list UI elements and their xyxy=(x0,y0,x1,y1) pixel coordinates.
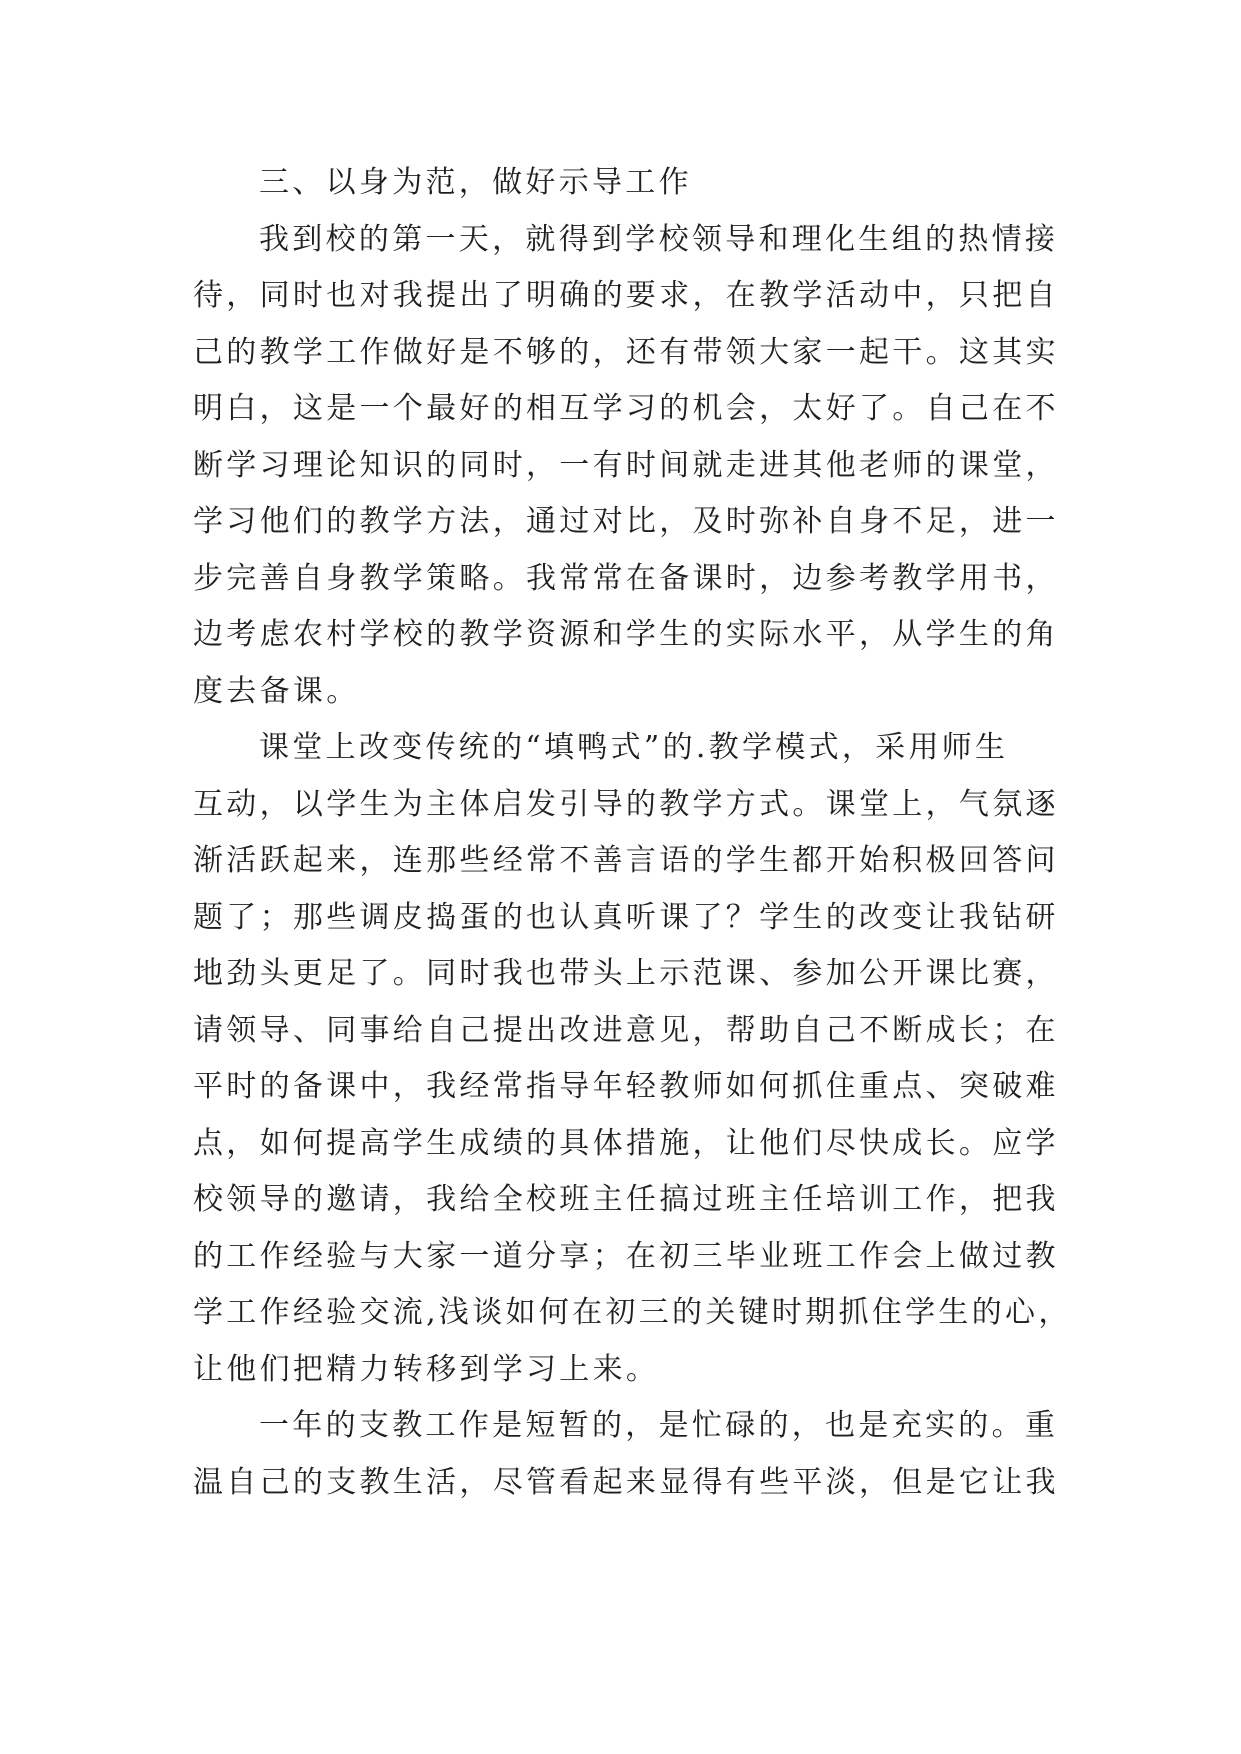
paragraph-line: 学习他们的教学方法，通过对比，及时弥补自身不足，进一 xyxy=(193,504,1059,539)
paragraph-2 xyxy=(193,720,1072,1398)
paragraph-line: 课堂上改变传统的“填鸭式”的.教学模式，采用师生 xyxy=(259,730,1009,765)
paragraph-line: 边考虑农村学校的教学资源和学生的实际水平，从学生的角 xyxy=(193,617,1059,652)
paragraph-line: 渐活跃起来，连那些经常不善言语的学生都开始积极回答问 xyxy=(193,843,1059,878)
document-body xyxy=(193,155,1072,1511)
paragraph-line: 一年的支教工作是短暂的，是忙碌的，也是充实的。重 xyxy=(259,1408,1059,1443)
paragraph-line: 断学习理论知识的同时，一有时间就走进其他老师的课堂， xyxy=(193,447,1059,483)
paragraph-3 xyxy=(193,1398,1059,1511)
paragraph-line: 我到校的第一天，就得到学校领导和理化生组的热情接 xyxy=(259,221,1059,257)
paragraph-line: 学工作经验交流,浅谈如何在初三的关键时期抓住学生的心， xyxy=(193,1295,1072,1330)
paragraph-line: 互动，以学生为主体启发引导的教学方式。课堂上，气氛逐 xyxy=(193,786,1059,822)
paragraph-line: 温自己的支教生活，尽管看起来显得有些平淡，但是它让我 xyxy=(193,1464,1059,1500)
paragraph-line: 度去备课。 xyxy=(193,673,360,709)
paragraph-line: 请领导、同事给自己提出改进意见，帮助自己不断成长；在 xyxy=(193,1012,1059,1048)
paragraph-line: 地劲头更足了。同时我也带头上示范课、参加公开课比赛， xyxy=(193,956,1059,991)
paragraph-line: 步完善自身教学策略。我常常在备课时，边参考教学用书， xyxy=(193,560,1059,596)
paragraph-line: 校领导的邀请，我给全校班主任搞过班主任培训工作，把我 xyxy=(193,1182,1059,1217)
paragraph-line: 待，同时也对我提出了明确的要求，在教学活动中，只把自 xyxy=(193,278,1059,313)
paragraph-line: 的工作经验与大家一道分享；在初三毕业班工作会上做过教 xyxy=(193,1238,1059,1274)
paragraph-line: 平时的备课中，我经常指导年轻教师如何抓住重点、突破难 xyxy=(193,1069,1059,1104)
paragraph-1 xyxy=(193,212,1059,721)
paragraph-line: 明白，这是一个最好的相互学习的机会，太好了。自己在不 xyxy=(193,391,1059,426)
section-heading: 三、以身为范，做好示导工作 xyxy=(259,165,692,200)
paragraph-line: 让他们把精力转移到学习上来。 xyxy=(193,1351,660,1387)
paragraph-line: 题了；那些调皮捣蛋的也认真听课了？学生的改变让我钻研 xyxy=(193,899,1059,935)
paragraph-line: 己的教学工作做好是不够的，还有带领大家一起干。这其实 xyxy=(193,334,1059,370)
paragraph-line: 点，如何提高学生成绩的具体措施，让他们尽快成长。应学 xyxy=(193,1125,1059,1161)
